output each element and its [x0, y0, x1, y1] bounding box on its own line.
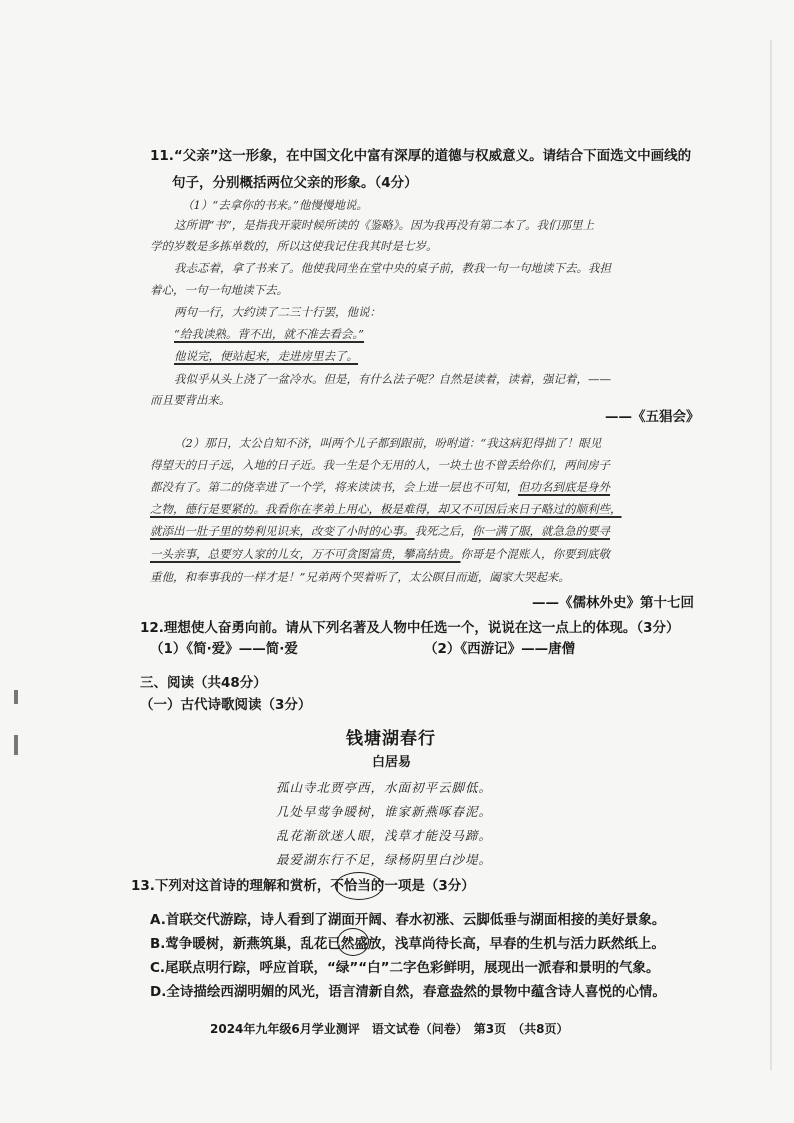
passage1-underlined-line: 他说完，便站起来，走进房里去了。: [174, 349, 358, 363]
page-footer: 2024年九年级6月学业测评 语文试卷（问卷） 第3页 （共8页）: [210, 1022, 569, 1036]
margin-mark: [14, 690, 18, 704]
margin-mark: [14, 735, 18, 755]
q12-stem: 12.理想使人奋勇向前。请从下列名著及人物中任选一个，说说在这一点上的体现。（3分）: [140, 620, 680, 636]
passage2-line: 重他，和奉事我的一样才是！”兄弟两个哭着听了，太公瞑目而逝，阖家大哭起来。: [150, 570, 570, 584]
scan-edge: [770, 40, 772, 1070]
q13-option-d: D.全诗描绘西湖明媚的风光，语言清新自然，春意盎然的景物中蕴含诗人喜悦的心情。: [150, 984, 666, 1000]
poem-line: 最爱湖东行不足，绿杨阴里白沙堤。: [276, 852, 493, 867]
passage2-line: （2）那日，太公自知不济，叫两个儿子都到跟前，吩咐道：“我这病犯得拙了！眼见: [174, 436, 602, 450]
passage2-text: 你哥是个混账人，你要到底敬: [460, 547, 610, 561]
passage2-line: [150, 526, 610, 538]
passage2-underlined-line: 之物，德行是要紧的。我看你在孝弟上用心，极是难得，却又不可因后来日子略过的顺利些，: [150, 502, 622, 516]
poem-line: 孤山寺北贾亭西，水面初平云脚低。: [276, 780, 493, 795]
passage2-underlined: 但功名到底是身外: [518, 480, 610, 494]
passage2-text: 都没有了。第二的侥幸进了一个学，将来读读书，会上进一层也不可知，: [150, 480, 518, 494]
passage2-source: ——《儒林外史》第十七回: [532, 595, 694, 611]
poem-line: 乱花渐欲迷人眼，浅草才能没马蹄。: [276, 828, 493, 843]
passage2-text: 我死之后，: [414, 524, 472, 538]
passage1-line: 而且要背出来。: [150, 393, 231, 407]
q11-line1: 11.“父亲”这一形象，在中国文化中富有深厚的道德与权威意义。请结合下面选文中画线的: [150, 148, 692, 164]
q13-option-a: A.首联交代游踪，诗人看到了湖面开阔、春水初涨、云脚低垂与湖面相接的美好景象。: [150, 912, 666, 928]
section-heading: 三、阅读（共48分）: [140, 675, 267, 691]
passage1-line: 我似乎从头上浇了一盆冷水。但是，有什么法子呢？自然是读着，读着，强记着，——: [174, 372, 611, 386]
passage1-line: 两句一行，大约读了二三十行罢，他说：: [174, 305, 381, 319]
q13-stem: 13.下列对这首诗的理解和赏析，不恰当的一项是（3分）: [131, 878, 475, 894]
poem-title: 钱塘湖春行: [346, 729, 436, 749]
passage2-underlined: 就添出一肚子里的势利见识来，改变了小时的心事。: [150, 524, 415, 538]
passage1-line: 学的岁数是多拣单数的，所以这使我记住我其时是七岁。: [150, 239, 438, 253]
passage2-line: [150, 482, 610, 494]
passage1-underlined-line: “给我读熟。背不出，就不准去看会。”: [174, 327, 365, 341]
subsection-heading: （一）古代诗歌阅读（3分）: [140, 697, 312, 713]
passage1-line: 着心，一句一句地读下去。: [150, 283, 288, 297]
pen-circle-mark: [335, 872, 383, 900]
passage1-line: （1）“去拿你的书来。”他慢慢地说。: [182, 198, 368, 212]
passage1-source: ——《五猖会》: [605, 409, 700, 425]
passage1-line: 这所谓“书”，是指我开蒙时候所读的《鉴略》。因为我再没有第二本了。我们那里上: [174, 218, 595, 232]
passage2-line: 得望天的日子远，入地的日子近。我一生是个无用的人，一块土也不曾丢给你们，两间房子: [150, 458, 610, 472]
q12-option-2: （2）《西游记》——唐僧: [424, 641, 576, 657]
q12-option-1: （1）《简·爱》——简·爱: [150, 641, 298, 657]
passage2-line: [150, 549, 610, 561]
q11-line2: 句子，分别概括两位父亲的形象。（4分）: [172, 175, 418, 191]
pen-circle-mark: [337, 928, 369, 956]
poem-line: 几处早莺争暖树，谁家新燕啄春泥。: [276, 804, 493, 819]
passage2-underlined: 你一满了服，就急急的要寻: [472, 524, 610, 538]
passage2-underlined: 一头亲事，总要穷人家的儿女，万不可贪图富贵，攀高结贵。: [150, 547, 461, 561]
q13-option-c: C.尾联点明行踪，呼应首联，“绿”“白”二字色彩鲜明，展现出一派春和景明的气象。: [150, 960, 660, 976]
passage1-line: 我忐忑着，拿了书来了。他使我同坐在堂中央的桌子前，教我一句一句地读下去。我担: [174, 261, 611, 275]
poem-author: 白居易: [372, 755, 412, 770]
q13-option-b: B.莺争暖树，新燕筑巢，乱花已然盛放，浅草尚待长高，早春的生机与活力跃然纸上。: [150, 936, 665, 952]
